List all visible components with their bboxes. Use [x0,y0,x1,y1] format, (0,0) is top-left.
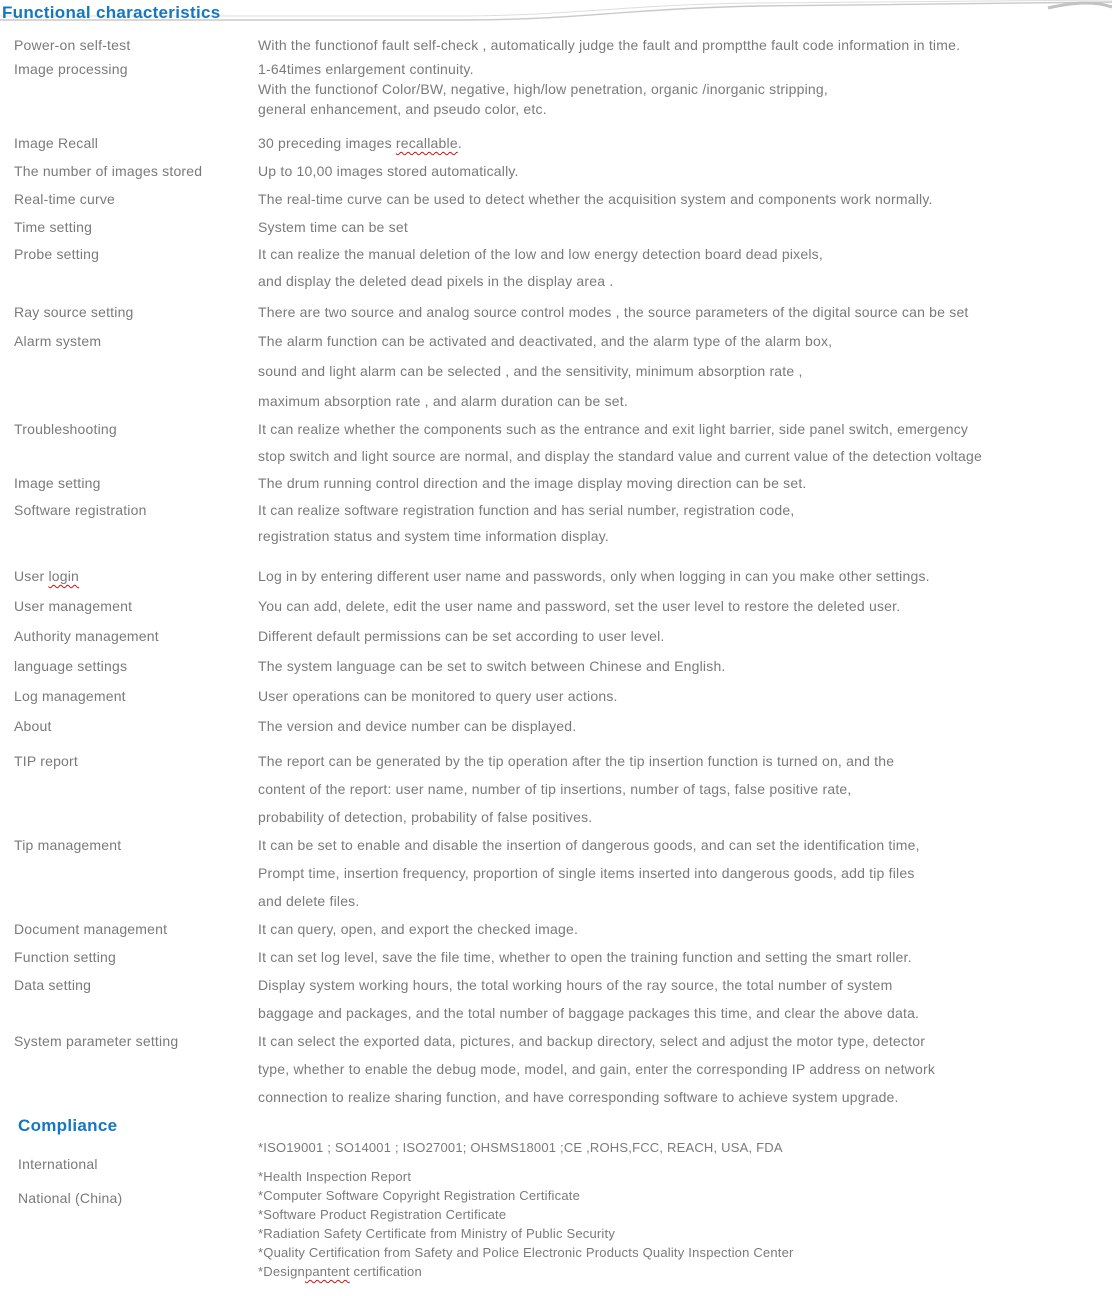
spec-label: Real-time curve [14,191,116,207]
spec-label: System parameter setting [14,1033,179,1049]
spec-description [258,129,1112,157]
compliance-label: International [18,1156,98,1172]
spec-row [0,591,1112,621]
compliance-line: *Radiation Safety Certificate from Ministry of Public Security [258,1226,616,1241]
spec-row [0,470,1112,497]
spec-description-line: It can realize software registration function and has serial number, registration code, [258,502,795,518]
spec-row [0,711,1112,741]
misspelled-word: login [48,568,80,584]
spec-description-line: The version and device number can be displayed. [258,718,577,734]
spec-label: Image processing [14,61,128,77]
spec-description [258,157,1112,185]
spec-label: Tip management [14,837,122,853]
spec-label: Alarm system [14,333,102,349]
spec-description [258,971,1112,1027]
spec-label: User login [14,568,80,584]
spec-description [258,681,1112,711]
functional-characteristics-title: Functional characteristics [2,3,221,22]
spec-description [258,831,1112,915]
spec-description-line: Up to 10,00 images stored automatically. [258,163,519,179]
spec-description [258,326,1112,416]
spec-row [0,497,1112,549]
spec-row [0,651,1112,681]
spec-description-line: It can select the exported data, pictures, and backup directory, select and adjust the motor type, detector [258,1033,926,1049]
spec-description-line: The alarm function can be activated and deactivated, and the alarm type of the alarm box, [258,333,833,349]
spec-description-line: stop switch and light source are normal, and display the standard value and current value of the detection voltage [258,448,983,464]
spec-label: Probe setting [14,246,100,262]
spec-description-line: The real-time curve can be used to detect whether the acquisition system and components work normally. [258,191,933,207]
spec-description [258,621,1112,651]
spec-row [0,971,1112,1027]
spec-label: Image Recall [14,135,99,151]
compliance-title: Compliance [18,1116,118,1135]
compliance-line: *Quality Certification from Safety and Police Electronic Products Quality Inspection Center [258,1245,794,1260]
compliance-value-column [258,1138,1112,1281]
spec-description-line: The system language can be set to switch between Chinese and English. [258,658,726,674]
compliance-line: *Computer Software Copyright Registration Certificate [258,1188,581,1203]
spec-label: User management [14,598,133,614]
spec-row [0,621,1112,651]
functional-characteristics-table [0,32,1112,1111]
spec-description-line: The report can be generated by the tip operation after the tip insertion function is turned on, and the [258,753,895,769]
compliance-line: *Designpantent certification [258,1264,422,1279]
compliance-section [0,1113,1112,1281]
spec-label: About [14,718,52,734]
spec-label: Image setting [14,475,101,491]
spec-description [258,561,1112,591]
spec-description-line: maximum absorption rate , and alarm duration can be set. [258,393,628,409]
spec-description-line: With the functionof fault self-check , automatically judge the fault and promptthe fault code information in time. [258,37,961,53]
spec-description-line: probability of detection, probability of false positives. [258,809,593,825]
spec-description-line: It can realize the manual deletion of the low and low energy detection board dead pixels, [258,246,823,262]
spec-row [0,747,1112,831]
spec-description [258,470,1112,497]
spec-description-line: It can query, open, and export the checked image. [258,921,579,937]
spec-label: Authority management [14,628,159,644]
misspelled-word: recallable [395,135,458,151]
spec-description [258,497,1112,549]
spec-label: Data setting [14,977,92,993]
spec-description-line: and display the deleted dead pixels in the display area . [258,273,614,289]
spec-description-line: Different default permissions can be set according to user level. [258,628,665,644]
spec-description [258,591,1112,621]
spec-description-line: System time can be set [258,219,408,235]
spec-row [0,299,1112,326]
spec-row [0,915,1112,943]
spec-row [0,681,1112,711]
spec-row [0,59,1112,119]
spec-description-line: User operations can be monitored to query user actions. [258,688,618,704]
spec-description [258,1027,1112,1111]
spec-description-line: content of the report: user name, number of tip insertions, number of tags, false positive rate, [258,781,852,797]
spec-row [0,241,1112,295]
spec-description [258,915,1112,943]
spec-description [258,416,1112,470]
spec-description [258,651,1112,681]
spec-description-line: Log in by entering different user name and passwords, only when logging in can you make other settings. [258,568,930,584]
spec-description-line: There are two source and analog source control modes , the source parameters of the digital source can be set [258,304,969,320]
spec-description [258,59,1112,119]
spec-description [258,747,1112,831]
spec-description [258,32,1112,59]
compliance-label-column [0,1138,258,1281]
spec-description-line: Display system working hours, the total working hours of the ray source, the total number of system [258,977,893,993]
spec-description [258,185,1112,213]
spec-label: TIP report [14,753,78,769]
spec-description-line: The drum running control direction and the image display moving direction can be set. [258,475,807,491]
spec-label: Ray source setting [14,304,134,320]
spec-row [0,157,1112,185]
spec-description [258,943,1112,971]
spec-row [0,326,1112,416]
compliance-label: National (China) [18,1190,123,1206]
compliance-line: *Health Inspection Report [258,1169,412,1184]
spec-label: Software registration [14,502,147,518]
misspelled-word: pantent [304,1264,350,1279]
spec-row [0,32,1112,59]
spec-label: Power-on self-test [14,37,131,53]
spec-row [0,943,1112,971]
spec-description-line: and delete files. [258,893,360,909]
spec-description [258,711,1112,741]
spec-row [0,561,1112,591]
spec-description-line: connection to realize sharing function, and have corresponding software to achieve system upgrade. [258,1089,899,1105]
spec-row [0,416,1112,470]
spec-description-line: registration status and system time information display. [258,528,609,544]
spec-description-line: 1-64times enlargement continuity. [258,61,474,77]
spec-description [258,241,1112,295]
spec-description [258,213,1112,241]
spec-label: Time setting [14,219,93,235]
spec-label: Log management [14,688,126,704]
spec-label: language settings [14,658,128,674]
compliance-table [0,1138,1112,1281]
spec-row [0,213,1112,241]
spec-label: The number of images stored [14,163,203,179]
compliance-line: *Software Product Registration Certificate [258,1207,507,1222]
spec-row [0,185,1112,213]
spec-row [0,831,1112,915]
spec-description-line: It can realize whether the components such as the entrance and exit light barrier, side panel switch, emergency [258,421,969,437]
spec-description-line: general enhancement, and pseudo color, etc. [258,101,547,117]
spec-description-line: It can set log level, save the file time, whether to open the training function and setting the smart roller. [258,949,912,965]
spec-description-line: type, whether to enable the debug mode, model, and gain, enter the corresponding IP address on network [258,1061,936,1077]
spec-description-line: With the functionof Color/BW, negative, high/low penetration, organic /inorganic stripping, [258,81,828,97]
spec-description-line: Prompt time, insertion frequency, proportion of single items inserted into dangerous goods, add tip files [258,865,915,881]
spec-description-line: It can be set to enable and disable the insertion of dangerous goods, and can set the identification time, [258,837,920,853]
spec-description-line: baggage and packages, and the total number of baggage packages this time, and clear the above data. [258,1005,920,1021]
spec-description-line: You can add, delete, edit the user name and password, set the user level to restore the deleted user. [258,598,901,614]
spec-label: Function setting [14,949,117,965]
spec-label: Document management [14,921,168,937]
spec-description-line: sound and light alarm can be selected , and the sensitivity, minimum absorption rate , [258,363,803,379]
compliance-line: *ISO19001 ; SO14001 ; ISO27001; OHSMS18001 ;CE ,ROHS,FCC, REACH, USA, FDA [258,1140,783,1155]
spec-label: Troubleshooting [14,421,117,437]
spec-row [0,1027,1112,1111]
spec-description [258,299,1112,326]
spec-row [0,129,1112,157]
spec-description-line: 30 preceding images recallable. [258,135,462,151]
